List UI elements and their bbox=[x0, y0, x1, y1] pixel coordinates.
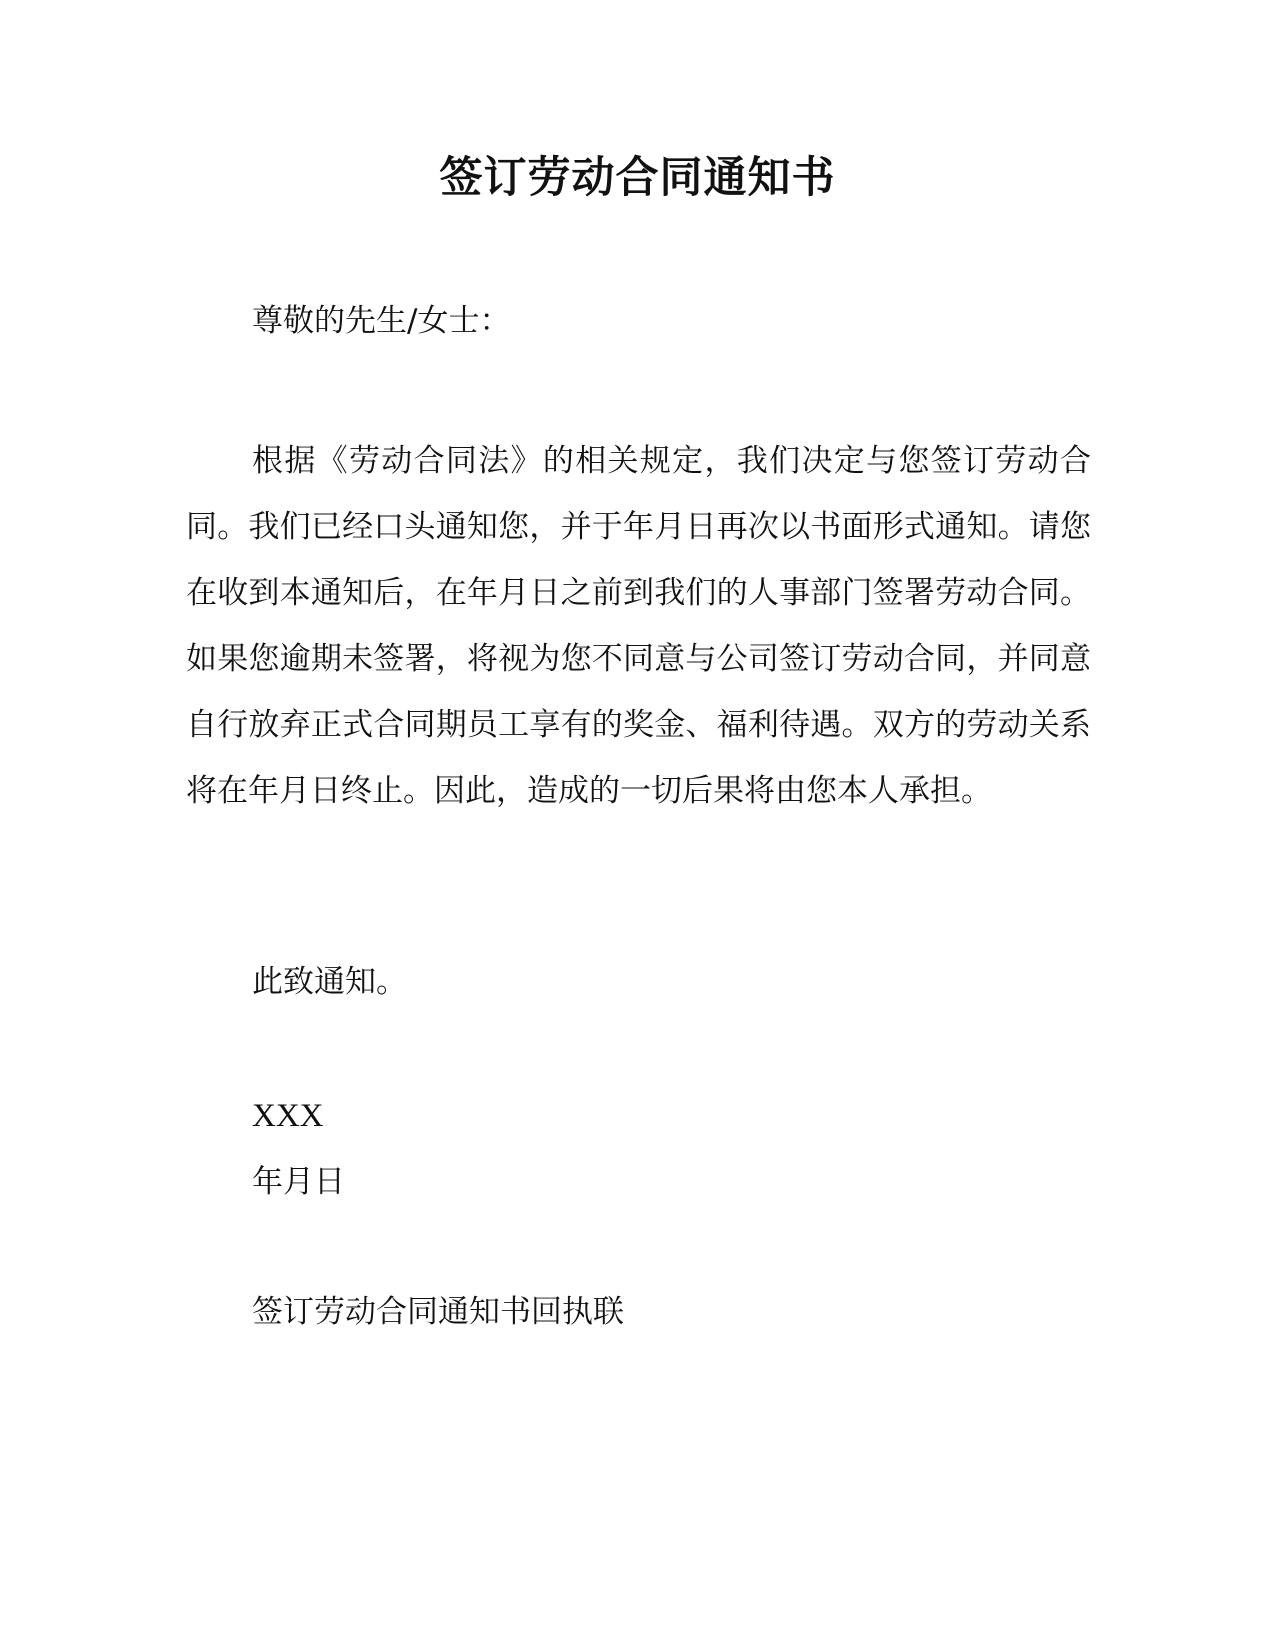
document-title: 签订劳动合同通知书 bbox=[439, 153, 836, 203]
closing-line: 此致通知。 bbox=[252, 964, 407, 1000]
body-paragraph: 根据《劳动合同法》的相关规定，我们决定与您签订劳动合同。我们已经口头通知您，并于年月日再次以书面形式通知。请您在收到本通知后，在年月日之前到我们的人事部门签署劳动合同。如果您逾期未签署，将视为您不同意与公司签订劳动合同，并同意自行放弃正式合同期员工享有的奖金、福利待遇。双方的劳动关系将在年月日终止。因此，造成的一切后果将由您本人承担。 bbox=[186, 443, 1091, 809]
greeting: 尊敬的先生/女士： bbox=[252, 303, 511, 339]
signer-name: XXX bbox=[252, 1098, 324, 1134]
receipt-title: 签订劳动合同通知书回执联 bbox=[252, 1294, 624, 1330]
signature-date: 年月日 bbox=[252, 1164, 345, 1200]
